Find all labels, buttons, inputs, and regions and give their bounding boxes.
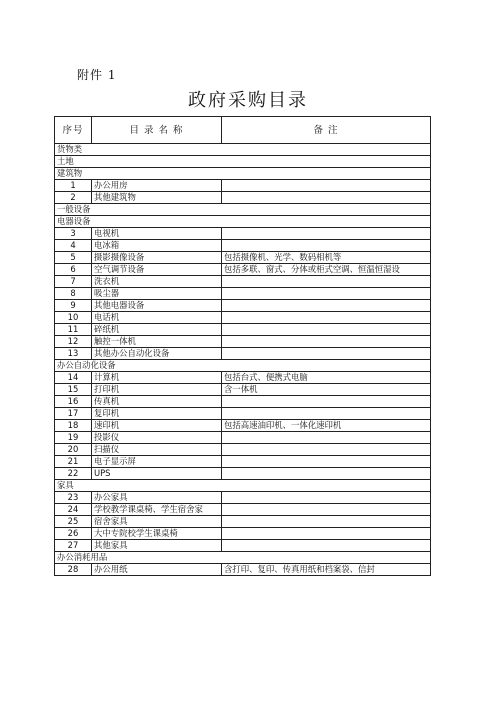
category-row <box>55 552 431 564</box>
item-name: 电话机 <box>92 312 222 324</box>
item-remarks <box>222 312 431 324</box>
table-row <box>55 264 431 276</box>
item-remarks <box>222 492 431 504</box>
category-row <box>55 168 431 180</box>
category-label: 办公自动化设备 <box>55 360 431 372</box>
item-number: 25 <box>55 516 92 528</box>
table-row <box>55 516 431 528</box>
category-row <box>55 480 431 492</box>
item-remarks <box>222 396 431 408</box>
table-body <box>55 144 431 576</box>
item-name: 宿舍家具 <box>92 516 222 528</box>
category-label: 一般设备 <box>55 204 431 216</box>
item-name: 大中专院校学生课桌椅 <box>92 528 222 540</box>
category-label: 电器设备 <box>55 216 431 228</box>
item-number: 27 <box>55 540 92 552</box>
header-seq: 序号 <box>55 117 92 144</box>
item-remarks: 含一体机 <box>222 384 431 396</box>
item-remarks <box>222 528 431 540</box>
item-remarks <box>222 456 431 468</box>
table-row <box>55 540 431 552</box>
item-name: 其他电器设备 <box>92 300 222 312</box>
item-number: 24 <box>55 504 92 516</box>
item-name: 吸尘器 <box>92 288 222 300</box>
table-row <box>55 468 431 480</box>
item-number: 10 <box>55 312 92 324</box>
category-row <box>55 204 431 216</box>
item-number: 20 <box>55 444 92 456</box>
item-number: 16 <box>55 396 92 408</box>
item-number: 6 <box>55 264 92 276</box>
table-row <box>55 372 431 384</box>
table-row <box>55 192 431 204</box>
item-name: 摄影摄像设备 <box>92 252 222 264</box>
table-row <box>55 456 431 468</box>
item-name: 洗衣机 <box>92 276 222 288</box>
item-number: 11 <box>55 324 92 336</box>
table-row <box>55 300 431 312</box>
item-name: 其他家具 <box>92 540 222 552</box>
item-name: 速印机 <box>92 420 222 432</box>
table-row <box>55 180 431 192</box>
category-label: 土地 <box>55 156 431 168</box>
item-remarks <box>222 240 431 252</box>
item-number: 26 <box>55 528 92 540</box>
item-remarks: 包括摄像机、光学、数码相机等 <box>222 252 431 264</box>
item-remarks: 包括多联、窗式、分体或柜式空调、恒温恒湿设 <box>222 264 431 276</box>
item-name: 办公家具 <box>92 492 222 504</box>
item-number: 21 <box>55 456 92 468</box>
item-number: 14 <box>55 372 92 384</box>
header-name: 目 录 名 称 <box>92 117 222 144</box>
item-name: 打印机 <box>92 384 222 396</box>
item-number: 7 <box>55 276 92 288</box>
table-row <box>55 384 431 396</box>
item-remarks <box>222 432 431 444</box>
procurement-catalog-table <box>54 116 431 576</box>
item-remarks <box>222 408 431 420</box>
item-remarks <box>222 516 431 528</box>
table-row <box>55 444 431 456</box>
item-name: UPS <box>92 468 222 480</box>
item-name: 空气调节设备 <box>92 264 222 276</box>
item-name: 碎纸机 <box>92 324 222 336</box>
item-number: 17 <box>55 408 92 420</box>
item-name: 电子显示屏 <box>92 456 222 468</box>
category-row <box>55 360 431 372</box>
table-row <box>55 336 431 348</box>
item-remarks <box>222 348 431 360</box>
table-row <box>55 420 431 432</box>
item-name: 办公用纸 <box>92 564 222 576</box>
item-number: 18 <box>55 420 92 432</box>
item-remarks: 包括高速油印机、一体化速印机 <box>222 420 431 432</box>
item-name: 办公用房 <box>92 180 222 192</box>
table-row <box>55 564 431 576</box>
table-row <box>55 276 431 288</box>
item-remarks <box>222 276 431 288</box>
item-remarks <box>222 180 431 192</box>
item-remarks: 包括台式、便携式电脑 <box>222 372 431 384</box>
table-row <box>55 228 431 240</box>
item-number: 3 <box>55 228 92 240</box>
table-row <box>55 408 431 420</box>
table-row <box>55 528 431 540</box>
item-name: 其他办公自动化设备 <box>92 348 222 360</box>
category-label: 办公消耗用品 <box>55 552 431 564</box>
item-remarks <box>222 444 431 456</box>
table-row <box>55 504 431 516</box>
item-number: 5 <box>55 252 92 264</box>
category-label: 家具 <box>55 480 431 492</box>
header-remarks: 备 注 <box>222 117 431 144</box>
item-number: 23 <box>55 492 92 504</box>
item-remarks <box>222 504 431 516</box>
category-row <box>55 216 431 228</box>
item-remarks <box>222 228 431 240</box>
item-remarks <box>222 192 431 204</box>
item-remarks <box>222 300 431 312</box>
item-number: 9 <box>55 300 92 312</box>
category-label: 建筑物 <box>55 168 431 180</box>
item-name: 学校教学课桌椅、学生宿舍家 <box>92 504 222 516</box>
item-name: 投影仪 <box>92 432 222 444</box>
item-remarks: 含打印、复印、传真用纸和档案袋、信封 <box>222 564 431 576</box>
item-number: 15 <box>55 384 92 396</box>
item-remarks <box>222 336 431 348</box>
category-row <box>55 144 431 156</box>
item-remarks <box>222 540 431 552</box>
item-number: 22 <box>55 468 92 480</box>
item-number: 8 <box>55 288 92 300</box>
item-remarks <box>222 324 431 336</box>
item-name: 扫描仪 <box>92 444 222 456</box>
table-row <box>55 240 431 252</box>
item-number: 2 <box>55 192 92 204</box>
item-name: 电冰箱 <box>92 240 222 252</box>
item-remarks <box>222 288 431 300</box>
table-row <box>55 288 431 300</box>
category-row <box>55 156 431 168</box>
item-name: 复印机 <box>92 408 222 420</box>
item-number: 19 <box>55 432 92 444</box>
table-row <box>55 348 431 360</box>
item-number: 4 <box>55 240 92 252</box>
table-row <box>55 312 431 324</box>
item-number: 28 <box>55 564 92 576</box>
page-title: 政府采购目录 <box>188 90 308 111</box>
item-name: 其他建筑物 <box>92 192 222 204</box>
table-row <box>55 252 431 264</box>
category-label: 货物类 <box>55 144 431 156</box>
table-row <box>55 432 431 444</box>
table-row <box>55 324 431 336</box>
table-header-row <box>55 117 431 144</box>
item-number: 13 <box>55 348 92 360</box>
table-row <box>55 492 431 504</box>
annex-label: 附件 1 <box>77 68 117 82</box>
item-name: 传真机 <box>92 396 222 408</box>
item-name: 计算机 <box>92 372 222 384</box>
item-remarks <box>222 468 431 480</box>
item-name: 电视机 <box>92 228 222 240</box>
item-name: 触控一体机 <box>92 336 222 348</box>
table-row <box>55 396 431 408</box>
item-number: 12 <box>55 336 92 348</box>
item-number: 1 <box>55 180 92 192</box>
